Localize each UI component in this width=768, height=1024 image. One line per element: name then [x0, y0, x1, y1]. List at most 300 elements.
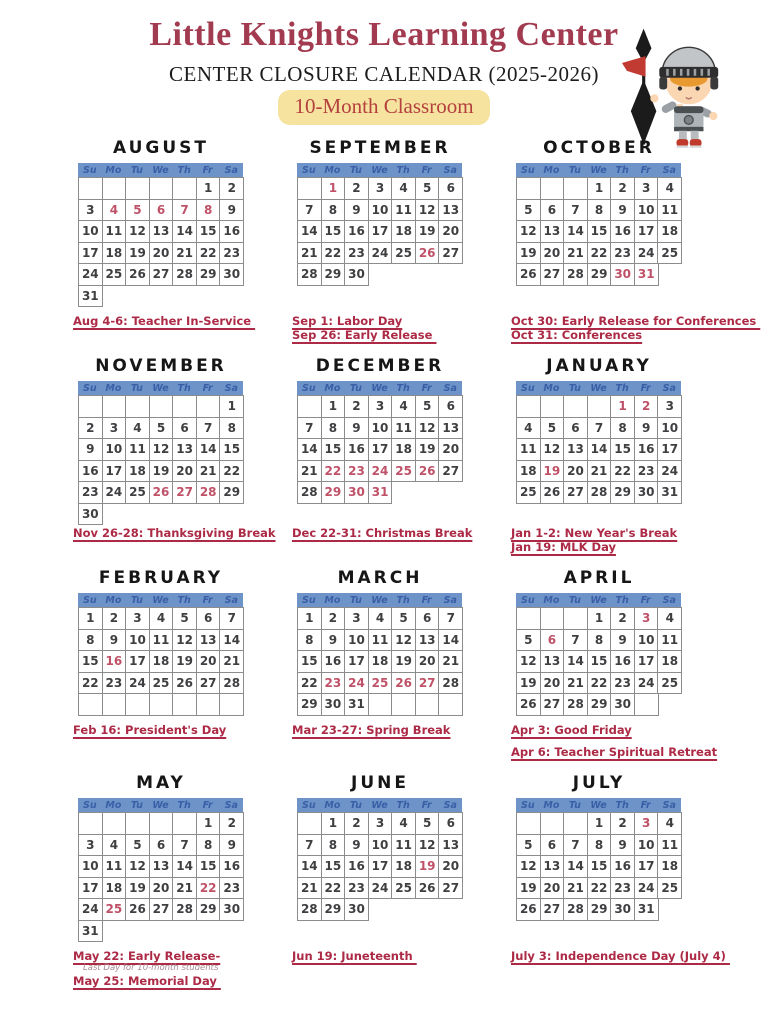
calendar-week-row — [297, 812, 463, 835]
weekday-label: Sa — [224, 595, 238, 606]
month-november — [73, 356, 276, 568]
day-cell: 15 — [297, 650, 322, 673]
day-cell: 10 — [78, 220, 103, 243]
day-cell: 12 — [125, 220, 150, 243]
day-cell: 20 — [415, 650, 440, 673]
day-cell: 7 — [172, 834, 197, 857]
day-cell: 5 — [172, 607, 197, 630]
day-cell: 30 — [344, 898, 369, 921]
day-cell: 7 — [297, 199, 322, 222]
day-cell: 4 — [391, 177, 416, 200]
day-cell: 9 — [610, 834, 635, 857]
empty-cell — [78, 812, 103, 835]
weekday-label: Fr — [640, 595, 651, 606]
empty-cell — [196, 693, 221, 716]
day-cell: 8 — [321, 417, 346, 440]
weekday-label: Su — [82, 800, 97, 811]
day-cell: 17 — [368, 855, 393, 878]
day-cell: 5 — [391, 607, 416, 630]
weekday-label: Sa — [224, 165, 238, 176]
day-cell: 4 — [391, 812, 416, 835]
day-cell: 14 — [563, 650, 588, 673]
weekday-label: Mo — [324, 800, 341, 811]
day-cell: 9 — [321, 629, 346, 652]
day-cell: 25 — [149, 672, 174, 695]
calendar-week-row — [78, 672, 244, 695]
weekday-header — [297, 798, 462, 813]
day-cell: 9 — [344, 417, 369, 440]
visor-slit — [707, 69, 710, 76]
day-cell: 16 — [610, 650, 635, 673]
day-cell: 11 — [657, 199, 682, 222]
day-cell: 20 — [149, 242, 174, 265]
month-september — [292, 138, 463, 356]
month-notes — [511, 949, 730, 963]
calendar-week-row — [297, 672, 463, 695]
day-cell: 18 — [102, 242, 127, 265]
day-cell: 22 — [78, 672, 103, 695]
closure-day-cell: 24 — [344, 672, 369, 695]
day-cell: 2 — [219, 177, 244, 200]
weekday-label: Sa — [662, 383, 676, 394]
empty-cell — [78, 177, 103, 200]
day-cell: 1 — [196, 812, 221, 835]
empty-cell — [563, 177, 588, 200]
day-cell: 5 — [540, 417, 565, 440]
day-cell: 13 — [149, 220, 174, 243]
closure-day-cell: 26 — [391, 672, 416, 695]
weekday-label: Sa — [662, 595, 676, 606]
day-cell: 6 — [196, 607, 221, 630]
month-title: AUGUST — [112, 138, 210, 158]
weekday-label: Tu — [130, 595, 143, 606]
weekday-label: We — [371, 165, 388, 176]
day-cell: 15 — [587, 650, 612, 673]
calendar-week-row — [516, 672, 682, 695]
closure-day-cell: 6 — [149, 199, 174, 222]
weekday-label: Su — [301, 595, 316, 606]
weekday-label: We — [371, 383, 388, 394]
calendar-week-row — [516, 855, 682, 878]
day-cell: 24 — [102, 481, 127, 504]
weekday-label: Th — [396, 165, 410, 176]
weekday-label: Tu — [349, 383, 362, 394]
day-cell: 29 — [587, 898, 612, 921]
empty-cell — [297, 395, 322, 418]
day-cell: 25 — [391, 242, 416, 265]
day-cell: 20 — [149, 877, 174, 900]
day-cell: 18 — [149, 650, 174, 673]
calendar-week-row — [516, 199, 682, 222]
month-row — [73, 568, 718, 773]
day-cell: 20 — [196, 650, 221, 673]
weekday-header — [78, 381, 243, 396]
empty-cell — [438, 693, 463, 716]
weekday-label: Sa — [224, 800, 238, 811]
day-cell: 17 — [102, 460, 127, 483]
note-line: Jan 1-2: New Year's Break — [511, 526, 678, 540]
day-cell: 9 — [78, 438, 103, 461]
empty-cell — [102, 812, 127, 835]
day-cell: 29 — [219, 481, 244, 504]
month-title: NOVEMBER — [95, 356, 227, 376]
day-cell: 7 — [563, 199, 588, 222]
month-title: MAY — [136, 773, 186, 793]
weekday-label: Tu — [130, 383, 143, 394]
day-cell: 1 — [321, 812, 346, 835]
day-cell: 5 — [415, 812, 440, 835]
day-cell: 11 — [657, 629, 682, 652]
day-cell: 5 — [149, 417, 174, 440]
day-cell: 18 — [368, 650, 393, 673]
calendar-week-row — [78, 834, 244, 857]
pennant-flag — [622, 56, 646, 77]
day-cell: 19 — [516, 672, 541, 695]
day-cell: 6 — [149, 834, 174, 857]
day-cell: 9 — [610, 629, 635, 652]
day-cell: 7 — [563, 834, 588, 857]
day-cell: 20 — [438, 855, 463, 878]
day-cell: 5 — [516, 834, 541, 857]
empty-cell — [563, 812, 588, 835]
empty-cell — [172, 395, 197, 418]
day-cell: 15 — [196, 220, 221, 243]
month-notes — [292, 314, 436, 343]
empty-cell — [540, 607, 565, 630]
visor-slit — [687, 69, 690, 76]
day-cell: 10 — [368, 199, 393, 222]
day-cell: 22 — [587, 672, 612, 695]
calendar-week-row — [78, 417, 244, 440]
day-cell: 3 — [657, 395, 682, 418]
calendar-week-row — [516, 607, 682, 630]
closure-day-cell: 25 — [102, 898, 127, 921]
weekday-label: Fr — [202, 800, 213, 811]
day-cell: 3 — [78, 834, 103, 857]
weekday-label: Th — [396, 595, 410, 606]
closure-day-cell: 7 — [172, 199, 197, 222]
day-cell: 18 — [657, 220, 682, 243]
empty-cell — [634, 693, 659, 716]
day-cell: 21 — [196, 460, 221, 483]
day-cell: 22 — [297, 672, 322, 695]
calendar-week-row — [78, 607, 244, 630]
day-cell: 8 — [610, 417, 635, 440]
empty-cell — [516, 177, 541, 200]
day-cell: 29 — [610, 481, 635, 504]
empty-cell — [149, 693, 174, 716]
day-cell: 14 — [172, 855, 197, 878]
weekday-label: Su — [520, 800, 535, 811]
calendar-week-row — [78, 629, 244, 652]
day-cell: 19 — [149, 460, 174, 483]
day-cell: 10 — [634, 199, 659, 222]
empty-cell — [102, 693, 127, 716]
day-cell: 7 — [563, 629, 588, 652]
empty-cell — [587, 395, 612, 418]
month-title: APRIL — [563, 568, 635, 588]
empty-cell — [563, 395, 588, 418]
page-subtitle: CENTER CLOSURE CALENDAR (2025-2026) — [169, 62, 599, 86]
empty-cell — [102, 177, 127, 200]
day-cell: 30 — [321, 693, 346, 716]
day-cell: 16 — [219, 220, 244, 243]
day-cell: 8 — [321, 199, 346, 222]
weekday-label: Mo — [543, 383, 560, 394]
weekday-label: Th — [177, 383, 191, 394]
day-cell: 20 — [540, 672, 565, 695]
day-cell: 5 — [415, 177, 440, 200]
day-cell: 10 — [78, 855, 103, 878]
day-cell: 4 — [391, 395, 416, 418]
day-cell: 11 — [102, 220, 127, 243]
day-cell: 20 — [540, 242, 565, 265]
day-cell: 1 — [196, 177, 221, 200]
weekday-label: Mo — [543, 165, 560, 176]
closure-day-cell: 1 — [610, 395, 635, 418]
weekday-label: Sa — [662, 800, 676, 811]
month-august — [73, 138, 256, 356]
day-cell: 19 — [415, 220, 440, 243]
day-cell: 4 — [102, 834, 127, 857]
day-cell: 13 — [563, 438, 588, 461]
day-cell: 21 — [563, 877, 588, 900]
day-cell: 14 — [297, 438, 322, 461]
empty-cell — [219, 693, 244, 716]
closure-day-cell: 5 — [125, 199, 150, 222]
visor-slit — [694, 69, 697, 76]
weekday-label: Tu — [568, 800, 581, 811]
calendar-week-row — [297, 481, 463, 504]
weekday-label: Tu — [568, 165, 581, 176]
closure-day-cell: 16 — [102, 650, 127, 673]
weekday-label: Su — [301, 383, 316, 394]
day-cell: 11 — [391, 417, 416, 440]
day-cell: 30 — [610, 898, 635, 921]
day-cell: 31 — [344, 693, 369, 716]
day-cell: 4 — [657, 812, 682, 835]
day-cell: 16 — [78, 460, 103, 483]
closure-day-cell: 19 — [415, 855, 440, 878]
day-cell: 23 — [344, 877, 369, 900]
closure-day-cell: 22 — [196, 877, 221, 900]
day-cell: 18 — [102, 877, 127, 900]
day-cell: 21 — [297, 460, 322, 483]
day-cell: 3 — [368, 177, 393, 200]
day-cell: 26 — [540, 481, 565, 504]
day-cell: 6 — [415, 607, 440, 630]
day-cell: 26 — [516, 898, 541, 921]
weekday-label: We — [152, 165, 169, 176]
day-cell: 17 — [344, 650, 369, 673]
day-cell: 15 — [587, 220, 612, 243]
month-row — [73, 773, 730, 1024]
day-cell: 8 — [78, 629, 103, 652]
empty-cell — [125, 693, 150, 716]
day-cell: 17 — [634, 855, 659, 878]
month-title: DECEMBER — [315, 356, 445, 376]
calendar-week-row — [516, 417, 682, 440]
closure-day-cell: 24 — [368, 460, 393, 483]
day-cell: 12 — [125, 855, 150, 878]
calendar-week-row — [78, 199, 244, 222]
empty-cell — [172, 812, 197, 835]
calendar-week-row — [297, 417, 463, 440]
calendar-week-row — [516, 650, 682, 673]
day-cell: 26 — [125, 898, 150, 921]
day-cell: 25 — [657, 877, 682, 900]
knight-mascot-icon — [622, 28, 730, 152]
day-cell: 19 — [516, 877, 541, 900]
note-line: Aug 4-6: Teacher In-Service — [73, 314, 256, 328]
calendar-week-row — [297, 177, 463, 200]
day-cell: 2 — [344, 395, 369, 418]
day-cell: 17 — [657, 438, 682, 461]
calendar-week-row — [516, 460, 682, 483]
calendar-week-row — [78, 812, 244, 835]
day-cell: 11 — [391, 834, 416, 857]
day-cell: 4 — [516, 417, 541, 440]
day-cell: 25 — [391, 877, 416, 900]
day-cell: 27 — [149, 898, 174, 921]
day-cell: 10 — [634, 629, 659, 652]
day-cell: 12 — [516, 650, 541, 673]
day-cell: 4 — [657, 177, 682, 200]
weekday-label: We — [590, 800, 607, 811]
day-cell: 15 — [196, 855, 221, 878]
day-cell: 3 — [344, 607, 369, 630]
shoe-right — [690, 139, 702, 146]
day-cell: 20 — [438, 220, 463, 243]
day-cell: 28 — [587, 481, 612, 504]
day-cell: 28 — [172, 263, 197, 286]
empty-cell — [172, 177, 197, 200]
day-cell: 10 — [125, 629, 150, 652]
day-cell: 4 — [657, 607, 682, 630]
day-cell: 22 — [587, 877, 612, 900]
day-cell: 17 — [634, 650, 659, 673]
leg-right — [691, 131, 699, 141]
weekday-label: Sa — [443, 165, 457, 176]
weekday-label: Su — [520, 595, 535, 606]
day-cell: 18 — [657, 855, 682, 878]
day-cell: 6 — [563, 417, 588, 440]
day-cell: 27 — [540, 263, 565, 286]
day-cell: 6 — [438, 812, 463, 835]
day-cell: 19 — [391, 650, 416, 673]
weekday-label: Su — [301, 165, 316, 176]
weekday-header — [297, 593, 462, 608]
empty-cell — [125, 177, 150, 200]
lance-blade — [631, 80, 657, 145]
day-cell: 1 — [587, 812, 612, 835]
weekday-label: We — [371, 800, 388, 811]
note-line: Nov 26-28: Thanksgiving Break — [73, 526, 276, 540]
day-cell: 3 — [102, 417, 127, 440]
weekday-label: Tu — [349, 595, 362, 606]
empty-cell — [78, 395, 103, 418]
day-cell: 21 — [563, 672, 588, 695]
note-line: Jun 19: Juneteenth — [292, 949, 417, 963]
empty-cell — [391, 693, 416, 716]
calendar-week-row — [297, 650, 463, 673]
day-cell: 16 — [219, 855, 244, 878]
weekday-label: Mo — [324, 165, 341, 176]
day-cell: 22 — [610, 460, 635, 483]
day-cell: 31 — [657, 481, 682, 504]
day-cell: 24 — [368, 242, 393, 265]
weekday-header — [78, 593, 243, 608]
weekday-label: Fr — [640, 800, 651, 811]
day-cell: 11 — [516, 438, 541, 461]
day-cell: 31 — [634, 898, 659, 921]
day-cell: 15 — [219, 438, 244, 461]
day-cell: 2 — [610, 812, 635, 835]
weekday-label: Th — [396, 383, 410, 394]
weekday-label: Mo — [324, 383, 341, 394]
month-notes — [511, 723, 717, 760]
day-cell: 1 — [297, 607, 322, 630]
calendar-week-row — [78, 285, 244, 308]
calendar-week-row — [297, 242, 463, 265]
day-cell: 24 — [78, 263, 103, 286]
weekday-label: Fr — [421, 800, 432, 811]
day-cell: 14 — [219, 629, 244, 652]
day-cell: 5 — [516, 199, 541, 222]
closure-day-cell: 26 — [415, 460, 440, 483]
day-cell: 12 — [415, 199, 440, 222]
day-cell: 8 — [297, 629, 322, 652]
day-cell: 26 — [415, 877, 440, 900]
day-cell: 25 — [657, 672, 682, 695]
day-cell: 24 — [78, 898, 103, 921]
months-grid — [73, 138, 761, 1024]
day-cell: 12 — [149, 438, 174, 461]
day-cell: 19 — [125, 877, 150, 900]
month-title: JULY — [572, 773, 626, 793]
calendar-week-row — [516, 177, 682, 200]
calendar-week-row — [297, 395, 463, 418]
day-cell: 9 — [219, 834, 244, 857]
visor-slit — [680, 69, 683, 76]
month-notes — [73, 949, 221, 988]
day-cell: 20 — [563, 460, 588, 483]
day-cell: 13 — [172, 438, 197, 461]
weekday-header — [297, 381, 462, 396]
eye-left — [678, 86, 682, 90]
calendar-week-row — [78, 693, 244, 716]
empty-cell — [297, 177, 322, 200]
weekday-label: Su — [82, 595, 97, 606]
day-cell: 1 — [321, 395, 346, 418]
day-cell: 17 — [78, 877, 103, 900]
day-cell: 23 — [219, 877, 244, 900]
shoulder-band — [674, 106, 703, 113]
day-cell: 7 — [196, 417, 221, 440]
visor-slit — [701, 69, 704, 76]
day-cell: 10 — [344, 629, 369, 652]
day-cell: 13 — [149, 855, 174, 878]
visor-slit — [666, 69, 669, 76]
day-cell: 20 — [438, 438, 463, 461]
weekday-label: Fr — [640, 383, 651, 394]
day-cell: 15 — [587, 855, 612, 878]
closure-day-cell: 4 — [102, 199, 127, 222]
weekday-label: Mo — [324, 595, 341, 606]
day-cell: 23 — [78, 481, 103, 504]
day-cell: 18 — [516, 460, 541, 483]
day-cell: 6 — [438, 395, 463, 418]
